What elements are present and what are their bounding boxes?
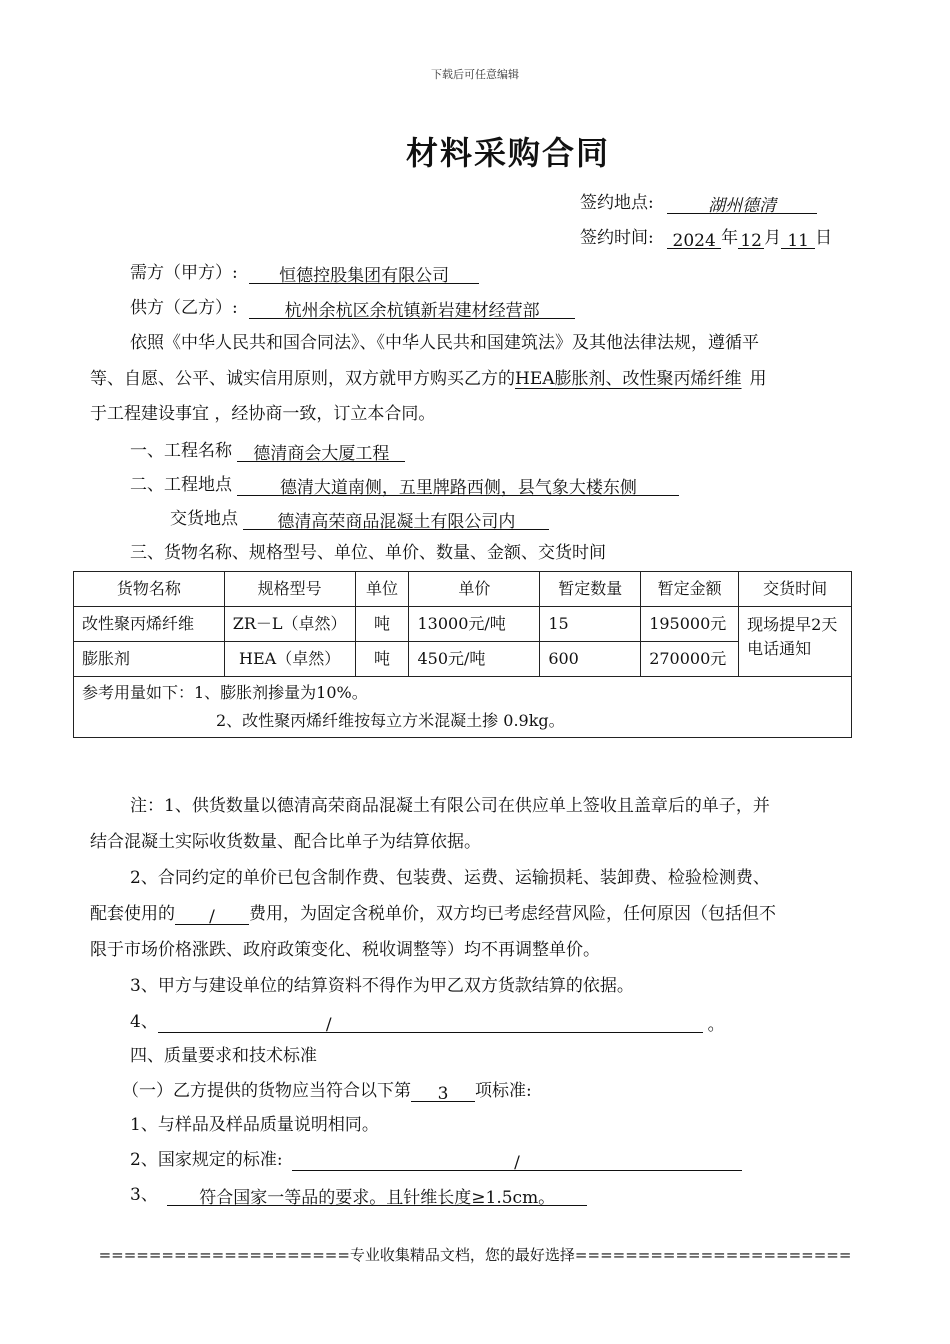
note-4-slash: /	[325, 1015, 332, 1035]
sign-date-label: 签约时间:	[580, 228, 654, 248]
delivery-site: 德清高荣商品混凝土有限公司内	[243, 511, 549, 530]
project-name: 德清商会大厦工程	[237, 443, 405, 462]
note-4-row	[130, 1011, 725, 1035]
buyer-row	[130, 262, 479, 284]
sign-year: 2024	[667, 230, 721, 249]
quality-heading: 四、质量要求和技术标准	[130, 1046, 317, 1066]
note-2-text-a: 配套使用的	[90, 904, 175, 924]
goods-heading: 三、货物名称、规格型号、单位、单价、数量、金额、交货时间	[130, 543, 606, 563]
note-2-line-3: 限于市场价格涨跌、政府政策变化、税收调整等）均不再调整单价。	[90, 940, 600, 960]
project-name-row	[130, 440, 405, 462]
quality-item-2-row	[130, 1149, 742, 1171]
preamble-line-1: 依照《中华人民共和国合同法》、《中华人民共和国建筑法》及其他法律法规，遵循平	[130, 333, 759, 353]
table-note-1: 参考用量如下：1、膨胀剂掺量为10%。	[82, 683, 368, 702]
note-2-text-b: 费用，为固定含税单价，双方均已考虑经营风险，任何原因（包括但不	[249, 904, 776, 924]
note-4-label: 4、	[130, 1012, 158, 1032]
quality-sub-row	[122, 1080, 532, 1102]
preamble-goods: HEA膨胀剂、改性聚丙烯纤维	[515, 369, 742, 389]
note-2-line-2	[90, 903, 776, 925]
goods-table	[73, 571, 852, 738]
project-site-row	[130, 474, 679, 496]
table-row	[74, 642, 852, 677]
sign-day: 11	[781, 230, 815, 249]
table-row	[74, 607, 852, 642]
table-notes	[74, 677, 852, 738]
note-2-line-1: 2、合同约定的单价已包含制作费、包装费、运费、运输损耗、装卸费、检验检测费、	[130, 868, 770, 888]
preamble-line-2	[90, 368, 767, 390]
buyer-name: 恒德控股集团有限公司	[249, 265, 479, 284]
preamble-text-b: 用	[749, 369, 767, 389]
buyer-label: 需方（甲方）:	[130, 263, 238, 283]
cell-qty: 15	[540, 607, 641, 642]
note-2-blank: /	[175, 906, 249, 925]
table-note-row	[74, 677, 852, 738]
seller-row	[130, 297, 575, 319]
header-qty: 暂定数量	[540, 572, 641, 607]
cell-price: 13000元/吨	[409, 607, 540, 642]
cell-amount: 270000元	[641, 642, 739, 677]
sign-place-value: 湖州德清	[667, 195, 817, 214]
project-name-label: 一、工程名称	[130, 441, 232, 461]
delivery-row	[170, 508, 549, 530]
quality-item-2-label: 2、国家规定的标准:	[130, 1150, 283, 1170]
table-header-row	[74, 572, 852, 607]
cell-qty: 600	[540, 642, 641, 677]
seller-label: 供方（乙方）:	[130, 298, 238, 318]
header-spec: 规格型号	[224, 572, 355, 607]
sign-place-row	[580, 192, 817, 214]
sign-month: 12	[738, 230, 764, 249]
delivery-label: 交货地点	[170, 509, 238, 529]
header-delivery: 交货时间	[739, 572, 852, 607]
cell-unit: 吨	[355, 607, 409, 642]
header-price: 单价	[409, 572, 540, 607]
header-name: 货物名称	[74, 572, 225, 607]
seller-name: 杭州余杭区余杭镇新岩建材经营部	[249, 300, 575, 319]
note-4-blank	[158, 1014, 725, 1035]
quality-item-3-row	[130, 1184, 587, 1206]
header-note: 下载后可任意编辑	[431, 68, 519, 81]
day-unit: 日	[815, 228, 833, 248]
cell-spec: ZR－L（卓然）	[224, 607, 355, 642]
cell-delivery-time: 现场提早2天电话通知	[739, 607, 852, 677]
quality-sub-text-a: （一）乙方提供的货物应当符合以下第	[122, 1081, 411, 1101]
note-4-end: 。	[707, 1015, 725, 1035]
preamble-line-3: 于工程建设事宜 ，经协商一致，订立本合同。	[90, 404, 436, 424]
footer-banner: ====================专业收集精品文档，您的最好选择======================	[98, 1246, 852, 1264]
preamble-text-a: 等、自愿、公平、诚实信用原则，双方就甲方购买乙方的	[90, 369, 515, 389]
cell-price: 450元/吨	[409, 642, 540, 677]
quality-item-2-blank: /	[292, 1152, 742, 1171]
note-1-line-1: 注：1、供货数量以德清高荣商品混凝土有限公司在供应单上签收且盖章后的单子，并	[130, 796, 770, 816]
quality-sub-number: 3	[411, 1083, 475, 1102]
cell-amount: 195000元	[641, 607, 739, 642]
quality-item-3: 符合国家一等品的要求。且针维长度≥1.5cm。	[167, 1187, 587, 1206]
quality-item-1: 1、与样品及样品质量说明相同。	[130, 1115, 379, 1135]
quality-item-3-label: 3、	[130, 1185, 158, 1205]
header-unit: 单位	[355, 572, 409, 607]
project-site-label: 二、工程地点	[130, 475, 232, 495]
project-site: 德清大道南侧，五里牌路西侧，县气象大楼东侧	[237, 477, 679, 496]
contract-title: 材料采购合同	[405, 134, 610, 172]
month-unit: 月	[764, 228, 782, 248]
quality-sub-text-b: 项标准:	[475, 1081, 532, 1101]
note-3: 3、甲方与建设单位的结算资料不得作为甲乙双方货款结算的依据。	[130, 976, 634, 996]
year-unit: 年	[721, 228, 739, 248]
sign-place-label: 签约地点:	[580, 193, 654, 213]
cell-name: 改性聚丙烯纤维	[74, 607, 225, 642]
sign-date-row	[580, 227, 832, 249]
header-amount: 暂定金额	[641, 572, 739, 607]
cell-spec: HEA（卓然）	[224, 642, 355, 677]
table-note-2: 2、改性聚丙烯纤维按每立方米混凝土掺 0.9kg。	[216, 711, 565, 730]
note-1-line-2: 结合混凝土实际收货数量、配合比单子为结算依据。	[90, 832, 481, 852]
cell-name: 膨胀剂	[74, 642, 225, 677]
cell-unit: 吨	[355, 642, 409, 677]
